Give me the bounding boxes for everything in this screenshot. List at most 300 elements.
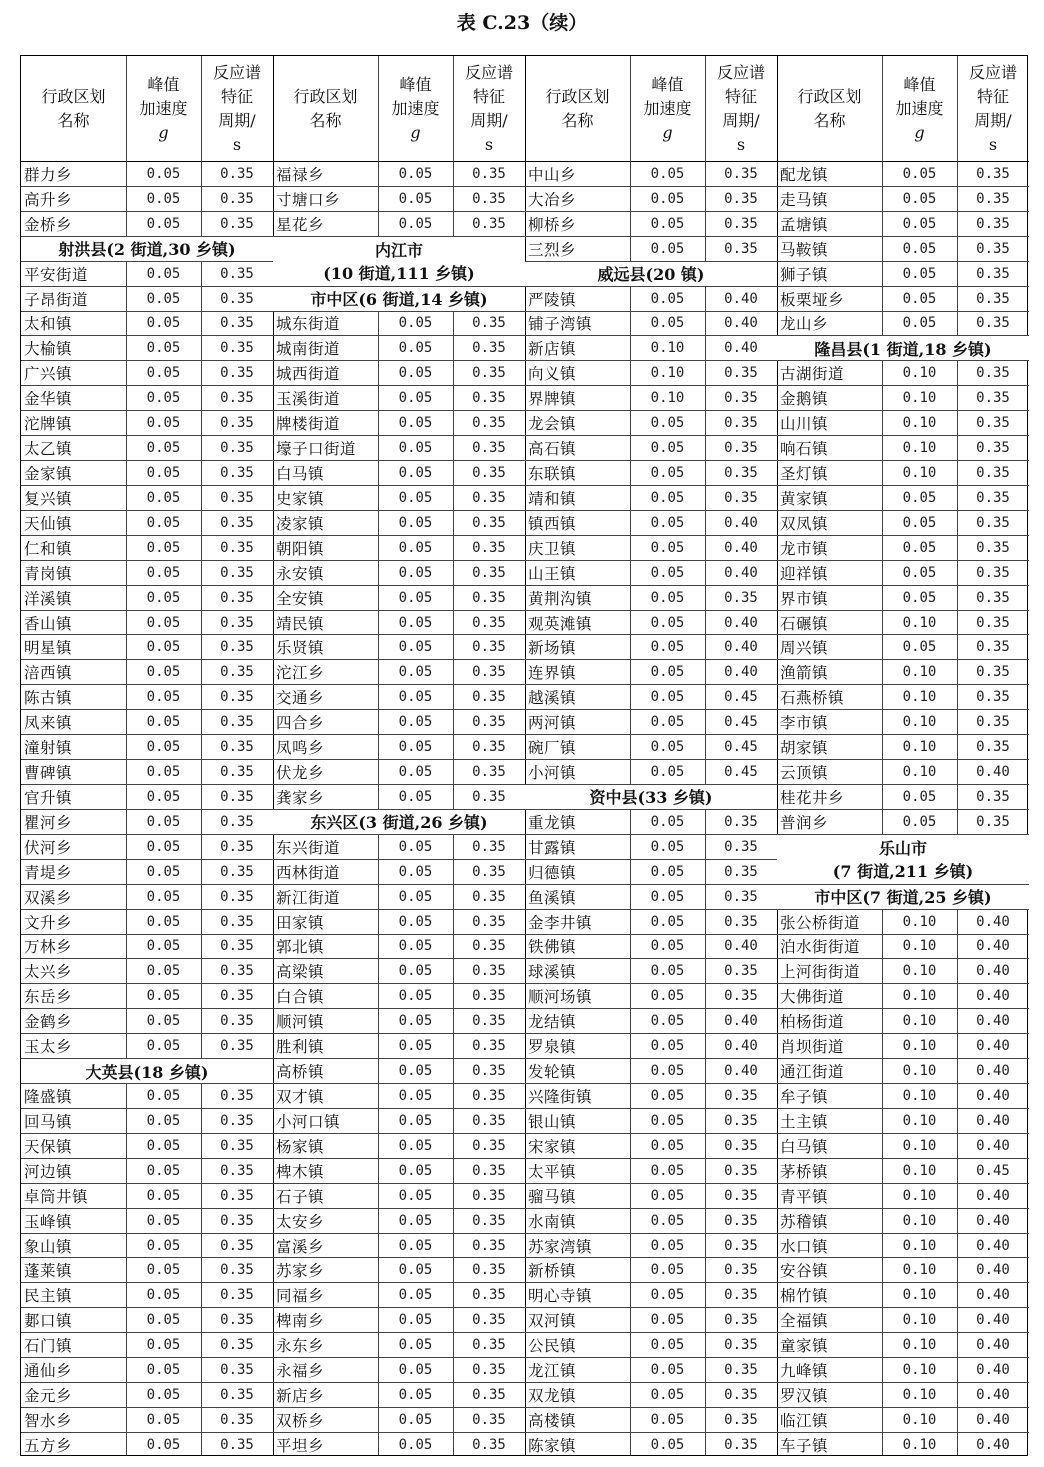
region-name-cell: 周兴镇 xyxy=(780,639,829,658)
table-row xyxy=(273,312,525,337)
peak-acceleration-cell: 0.10 xyxy=(902,1387,937,1404)
region-name-cell: 史家镇 xyxy=(276,489,325,508)
header-peak-acceleration-line: g xyxy=(914,122,925,142)
region-name-cell: 蓬莱镇 xyxy=(24,1262,73,1281)
peak-acceleration-cell: 0.05 xyxy=(902,190,937,207)
peak-acceleration-cell: 0.05 xyxy=(650,1063,685,1080)
region-name-cell: 全安镇 xyxy=(276,589,325,608)
response-period-cell: 0.40 xyxy=(976,1112,1010,1129)
peak-acceleration-cell: 0.05 xyxy=(398,1237,433,1254)
peak-acceleration-cell: 0.10 xyxy=(902,1063,937,1080)
region-name-cell: 顺河镇 xyxy=(276,1013,325,1032)
response-period-cell: 0.35 xyxy=(220,1212,254,1229)
header-name-line: 行政区划 xyxy=(293,86,358,106)
response-period-cell: 0.35 xyxy=(220,589,254,606)
table-row xyxy=(21,1358,273,1383)
response-period-cell: 0.35 xyxy=(472,1262,506,1279)
table-row xyxy=(525,885,777,910)
region-name-cell: 发轮镇 xyxy=(528,1063,577,1082)
table-panel-3 xyxy=(525,56,777,1455)
peak-acceleration-cell: 0.05 xyxy=(398,1212,433,1229)
peak-acceleration-cell: 0.05 xyxy=(146,440,181,457)
header-response-period xyxy=(957,56,1029,161)
region-name-cell: 马鞍镇 xyxy=(780,240,829,259)
peak-acceleration-cell: 0.05 xyxy=(398,215,433,232)
peak-acceleration-cell: 0.05 xyxy=(398,489,433,506)
table-row xyxy=(525,710,777,735)
response-period-cell: 0.35 xyxy=(724,489,758,506)
table-row xyxy=(777,785,1029,810)
region-name-cell: 龙会镇 xyxy=(528,415,577,434)
region-name-cell: 大榆镇 xyxy=(24,340,73,359)
response-period-cell: 0.35 xyxy=(220,489,254,506)
peak-acceleration-cell: 0.05 xyxy=(650,1337,685,1354)
peak-acceleration-cell: 0.10 xyxy=(902,689,937,706)
region-name-cell: 金鹅镇 xyxy=(780,390,829,409)
peak-acceleration-cell: 0.10 xyxy=(902,714,937,731)
response-period-cell: 0.35 xyxy=(472,1063,506,1080)
region-name-cell: 东兴街道 xyxy=(276,838,341,857)
region-name-cell: 安谷镇 xyxy=(780,1262,829,1281)
response-period-cell: 0.35 xyxy=(220,1038,254,1055)
region-name-cell: 铺子湾镇 xyxy=(528,315,593,334)
region-name-cell: 太平镇 xyxy=(528,1162,577,1181)
response-period-cell: 0.35 xyxy=(976,464,1010,481)
response-period-cell: 0.35 xyxy=(472,913,506,930)
table-row xyxy=(525,635,777,660)
response-period-cell: 0.35 xyxy=(472,888,506,905)
response-period-cell: 0.40 xyxy=(976,1013,1010,1030)
header-peak-acceleration-line: 峰值 xyxy=(147,74,180,94)
response-period-cell: 0.35 xyxy=(220,863,254,880)
response-period-cell: 0.35 xyxy=(220,1187,254,1204)
peak-acceleration-cell: 0.05 xyxy=(650,614,685,631)
response-period-cell: 0.40 xyxy=(724,664,758,681)
response-period-cell: 0.35 xyxy=(724,1312,758,1329)
table-row xyxy=(777,1184,1029,1209)
peak-acceleration-cell: 0.05 xyxy=(650,913,685,930)
table-row xyxy=(273,1308,525,1333)
response-period-cell: 0.35 xyxy=(220,988,254,1005)
region-name-cell: 庆卫镇 xyxy=(528,539,577,558)
peak-acceleration-cell: 0.05 xyxy=(650,714,685,731)
response-period-cell: 0.35 xyxy=(472,315,506,332)
response-period-cell: 0.35 xyxy=(472,1387,506,1404)
table-row xyxy=(273,860,525,885)
response-period-cell: 0.35 xyxy=(472,1362,506,1379)
region-name-cell: 归德镇 xyxy=(528,863,577,882)
response-period-cell: 0.40 xyxy=(724,938,758,955)
peak-acceleration-cell: 0.05 xyxy=(146,514,181,531)
region-name-cell: 配龙镇 xyxy=(780,165,829,184)
response-period-cell: 0.35 xyxy=(472,863,506,880)
response-period-cell: 0.35 xyxy=(976,240,1010,257)
response-period-cell: 0.40 xyxy=(976,1038,1010,1055)
region-name-cell: 石子镇 xyxy=(276,1187,325,1206)
table-row xyxy=(525,1209,777,1234)
peak-acceleration-cell: 0.05 xyxy=(650,1187,685,1204)
region-name-cell: 铁佛镇 xyxy=(528,938,577,957)
table-row xyxy=(777,660,1029,685)
peak-acceleration-cell: 0.05 xyxy=(146,1387,181,1404)
region-name-cell: 曹碑镇 xyxy=(24,764,73,783)
table-row xyxy=(273,635,525,660)
response-period-cell: 0.35 xyxy=(724,963,758,980)
peak-acceleration-cell: 0.05 xyxy=(146,838,181,855)
response-period-cell: 0.35 xyxy=(724,888,758,905)
table-row xyxy=(525,835,777,860)
group-heading: 隆昌县(1 街道,18 乡镇) xyxy=(777,336,1029,361)
region-name-cell: 天仙镇 xyxy=(24,514,73,533)
table-row xyxy=(273,1184,525,1209)
peak-acceleration-cell: 0.05 xyxy=(902,813,937,830)
response-period-cell: 0.35 xyxy=(724,913,758,930)
response-period-cell: 0.35 xyxy=(724,440,758,457)
table-row xyxy=(21,1234,273,1259)
table-row xyxy=(525,561,777,586)
region-name-cell: 龙结镇 xyxy=(528,1013,577,1032)
response-period-cell: 0.40 xyxy=(976,938,1010,955)
response-period-cell: 0.40 xyxy=(976,1287,1010,1304)
region-name-cell: 郪口镇 xyxy=(24,1312,73,1331)
peak-acceleration-cell: 0.05 xyxy=(902,165,937,182)
table-row xyxy=(21,760,273,785)
group-heading xyxy=(777,835,1029,885)
peak-acceleration-cell: 0.10 xyxy=(902,440,937,457)
response-period-cell: 0.35 xyxy=(220,963,254,980)
header-name xyxy=(21,56,126,161)
header-name-line: 名称 xyxy=(561,110,594,130)
peak-acceleration-cell: 0.05 xyxy=(650,440,685,457)
peak-acceleration-cell: 0.10 xyxy=(902,1312,937,1329)
response-period-cell: 0.35 xyxy=(220,689,254,706)
peak-acceleration-cell: 0.05 xyxy=(146,988,181,1005)
table-row xyxy=(21,785,273,810)
table-row xyxy=(273,536,525,561)
region-name-cell: 陈古镇 xyxy=(24,689,73,708)
response-period-cell: 0.35 xyxy=(472,1237,506,1254)
region-name-cell: 金华镇 xyxy=(24,390,73,409)
region-name-cell: 土主镇 xyxy=(780,1112,829,1131)
region-name-cell: 白合镇 xyxy=(276,988,325,1007)
table-row xyxy=(525,386,777,411)
table-row xyxy=(777,1209,1029,1234)
table-row xyxy=(21,1184,273,1209)
header-peak-acceleration xyxy=(630,56,705,161)
table-row xyxy=(525,685,777,710)
response-period-cell: 0.35 xyxy=(472,714,506,731)
response-period-cell: 0.35 xyxy=(220,415,254,432)
table-row xyxy=(525,660,777,685)
table-row xyxy=(21,685,273,710)
header-peak-acceleration-line: 峰值 xyxy=(651,74,684,94)
region-name-cell: 寸塘口乡 xyxy=(276,190,341,209)
response-period-cell: 0.35 xyxy=(220,888,254,905)
table-row xyxy=(21,1209,273,1234)
response-period-cell: 0.35 xyxy=(472,564,506,581)
region-name-cell: 张公桥街道 xyxy=(780,913,861,932)
peak-acceleration-cell: 0.05 xyxy=(650,1437,685,1454)
table-row xyxy=(273,461,525,486)
peak-acceleration-cell: 0.10 xyxy=(902,1187,937,1204)
peak-acceleration-cell: 0.05 xyxy=(146,315,181,332)
region-name-cell: 童家镇 xyxy=(780,1337,829,1356)
response-period-cell: 0.35 xyxy=(724,1237,758,1254)
region-name-cell: 界牌镇 xyxy=(528,390,577,409)
region-name-cell: 杨家镇 xyxy=(276,1137,325,1156)
response-period-cell: 0.40 xyxy=(976,1137,1010,1154)
table-row xyxy=(21,1009,273,1034)
peak-acceleration-cell: 0.05 xyxy=(398,464,433,481)
table-row xyxy=(21,386,273,411)
region-name-cell: 壕子口街道 xyxy=(276,440,357,459)
region-name-cell: 郭北镇 xyxy=(276,938,325,957)
response-period-cell: 0.35 xyxy=(976,440,1010,457)
region-name-cell: 双溪乡 xyxy=(24,888,73,907)
table-row xyxy=(21,984,273,1009)
response-period-cell: 0.35 xyxy=(220,1112,254,1129)
region-name-cell: 凌家镇 xyxy=(276,514,325,533)
header-response-period-line: 反应谱 xyxy=(212,62,261,82)
peak-acceleration-cell: 0.10 xyxy=(902,415,937,432)
response-period-cell: 0.35 xyxy=(472,739,506,756)
table-panel-4 xyxy=(777,56,1029,1455)
header-peak-acceleration xyxy=(126,56,201,161)
response-period-cell: 0.35 xyxy=(976,265,1010,282)
response-period-cell: 0.35 xyxy=(220,913,254,930)
region-name-cell: 古湖街道 xyxy=(780,365,845,384)
table-row xyxy=(525,1059,777,1084)
table-row xyxy=(273,1283,525,1308)
peak-acceleration-cell: 0.05 xyxy=(398,1411,433,1428)
region-name-cell: 大冶乡 xyxy=(528,190,577,209)
peak-acceleration-cell: 0.05 xyxy=(146,764,181,781)
table-row xyxy=(273,1234,525,1259)
region-name-cell: 镇西镇 xyxy=(528,514,577,533)
table-row xyxy=(273,1358,525,1383)
table-row xyxy=(273,660,525,685)
response-period-cell: 0.40 xyxy=(976,1387,1010,1404)
response-period-cell: 0.35 xyxy=(976,614,1010,631)
response-period-cell: 0.40 xyxy=(976,1087,1010,1104)
region-name-cell: 茅桥镇 xyxy=(780,1162,829,1181)
header-response-period-line: 特征 xyxy=(472,86,505,106)
peak-acceleration-cell: 0.05 xyxy=(398,838,433,855)
table-row xyxy=(525,959,777,984)
region-name-cell: 九峰镇 xyxy=(780,1362,829,1381)
response-period-cell: 0.35 xyxy=(220,165,254,182)
table-row xyxy=(525,312,777,337)
response-period-cell: 0.35 xyxy=(724,1112,758,1129)
peak-acceleration-cell: 0.05 xyxy=(146,1162,181,1179)
table-row xyxy=(777,1433,1029,1458)
peak-acceleration-cell: 0.10 xyxy=(902,1137,937,1154)
response-period-cell: 0.35 xyxy=(220,1387,254,1404)
table-row xyxy=(21,312,273,337)
response-period-cell: 0.45 xyxy=(724,739,758,756)
header-peak-acceleration-line: 峰值 xyxy=(399,74,432,94)
table-row xyxy=(21,885,273,910)
table-row xyxy=(21,536,273,561)
region-name-cell: 向义镇 xyxy=(528,365,577,384)
table-row xyxy=(273,1383,525,1408)
table-row xyxy=(273,336,525,361)
table-row xyxy=(777,1059,1029,1084)
response-period-cell: 0.35 xyxy=(976,664,1010,681)
header-response-period-line: 反应谱 xyxy=(968,62,1017,82)
response-period-cell: 0.35 xyxy=(976,714,1010,731)
region-name-cell: 东岳乡 xyxy=(24,988,73,1007)
table-row xyxy=(777,536,1029,561)
peak-acceleration-cell: 0.05 xyxy=(650,539,685,556)
table-row xyxy=(777,1134,1029,1159)
group-heading-subtitle: (7 街道,211 乡镇) xyxy=(832,862,974,882)
region-name-cell: 上河街街道 xyxy=(780,963,861,982)
table-row xyxy=(525,511,777,536)
group-heading: 大英县(18 乡镇) xyxy=(21,1059,273,1084)
response-period-cell: 0.35 xyxy=(724,813,758,830)
region-name-cell: 山王镇 xyxy=(528,564,577,583)
header-peak-acceleration-line: g xyxy=(662,122,673,142)
region-name-cell: 金桥乡 xyxy=(24,215,73,234)
table-row xyxy=(777,287,1029,312)
header-name-line: 名称 xyxy=(309,110,342,130)
table-row xyxy=(273,511,525,536)
table-row xyxy=(21,735,273,760)
peak-acceleration-cell: 0.05 xyxy=(650,639,685,656)
response-period-cell: 0.35 xyxy=(472,1212,506,1229)
response-period-cell: 0.45 xyxy=(724,764,758,781)
table-row xyxy=(273,1209,525,1234)
peak-acceleration-cell: 0.05 xyxy=(650,764,685,781)
response-period-cell: 0.40 xyxy=(976,1411,1010,1428)
region-name-cell: 复兴镇 xyxy=(24,489,73,508)
response-period-cell: 0.40 xyxy=(976,1237,1010,1254)
region-name-cell: 沱牌镇 xyxy=(24,415,73,434)
region-name-cell: 高桥镇 xyxy=(276,1063,325,1082)
peak-acceleration-cell: 0.05 xyxy=(398,913,433,930)
peak-acceleration-cell: 0.05 xyxy=(650,888,685,905)
peak-acceleration-cell: 0.05 xyxy=(902,215,937,232)
peak-acceleration-cell: 0.05 xyxy=(146,863,181,880)
region-name-cell: 富溪乡 xyxy=(276,1237,325,1256)
region-name-cell: 明心寺镇 xyxy=(528,1287,593,1306)
table-row xyxy=(21,336,273,361)
peak-acceleration-cell: 0.05 xyxy=(398,440,433,457)
peak-acceleration-cell: 0.05 xyxy=(650,1387,685,1404)
response-period-cell: 0.35 xyxy=(724,390,758,407)
table-row xyxy=(777,1283,1029,1308)
region-name-cell: 甘露镇 xyxy=(528,838,577,857)
header-name-line: 行政区划 xyxy=(41,86,106,106)
region-name-cell: 高梁镇 xyxy=(276,963,325,982)
peak-acceleration-cell: 0.05 xyxy=(146,589,181,606)
table-row xyxy=(777,984,1029,1009)
response-period-cell: 0.35 xyxy=(472,215,506,232)
peak-acceleration-cell: 0.05 xyxy=(398,1112,433,1129)
peak-acceleration-cell: 0.05 xyxy=(146,390,181,407)
peak-acceleration-cell: 0.05 xyxy=(398,564,433,581)
header-response-period-line: 周期/ xyxy=(722,110,760,130)
peak-acceleration-cell: 0.05 xyxy=(398,614,433,631)
region-name-cell: 圣灯镇 xyxy=(780,464,829,483)
table-row xyxy=(525,1258,777,1283)
table-row xyxy=(273,1408,525,1433)
table-row xyxy=(525,586,777,611)
response-period-cell: 0.35 xyxy=(724,1387,758,1404)
region-name-cell: 石门镇 xyxy=(24,1337,73,1356)
response-period-cell: 0.35 xyxy=(220,1013,254,1030)
peak-acceleration-cell: 0.05 xyxy=(650,988,685,1005)
peak-acceleration-cell: 0.05 xyxy=(650,215,685,232)
table-row xyxy=(525,984,777,1009)
region-name-cell: 仁和镇 xyxy=(24,539,73,558)
peak-acceleration-cell: 0.05 xyxy=(398,963,433,980)
region-name-cell: 宋家镇 xyxy=(528,1137,577,1156)
peak-acceleration-cell: 0.05 xyxy=(398,1387,433,1404)
response-period-cell: 0.40 xyxy=(976,1212,1010,1229)
response-period-cell: 0.35 xyxy=(472,1337,506,1354)
table-row xyxy=(21,1333,273,1358)
table-row xyxy=(273,735,525,760)
peak-acceleration-cell: 0.05 xyxy=(398,165,433,182)
peak-acceleration-cell: 0.05 xyxy=(146,265,181,282)
region-name-cell: 双才镇 xyxy=(276,1087,325,1106)
peak-acceleration-cell: 0.10 xyxy=(902,614,937,631)
header-peak-acceleration-line: 加速度 xyxy=(391,98,440,118)
peak-acceleration-cell: 0.05 xyxy=(902,788,937,805)
peak-acceleration-cell: 0.05 xyxy=(398,714,433,731)
region-name-cell: 云顶镇 xyxy=(780,764,829,783)
response-period-cell: 0.35 xyxy=(976,390,1010,407)
table-row xyxy=(525,611,777,636)
response-period-cell: 0.40 xyxy=(724,1038,758,1055)
table-row xyxy=(777,810,1029,835)
response-period-cell: 0.40 xyxy=(724,340,758,357)
peak-acceleration-cell: 0.05 xyxy=(902,514,937,531)
table-row xyxy=(777,1408,1029,1433)
peak-acceleration-cell: 0.05 xyxy=(146,1212,181,1229)
region-name-cell: 苏稽镇 xyxy=(780,1212,829,1231)
peak-acceleration-cell: 0.05 xyxy=(398,1137,433,1154)
header-name-line: 行政区划 xyxy=(545,86,610,106)
response-period-cell: 0.35 xyxy=(472,1162,506,1179)
region-name-cell: 交通乡 xyxy=(276,689,325,708)
group-heading: 射洪县(2 街道,30 乡镇) xyxy=(21,237,273,262)
header-response-period-line: 周期/ xyxy=(218,110,256,130)
table-row xyxy=(21,586,273,611)
header-response-period-line: s xyxy=(484,134,494,154)
region-name-cell: 新店镇 xyxy=(528,340,577,359)
table-row xyxy=(21,461,273,486)
region-name-cell: 渔箭镇 xyxy=(780,664,829,683)
region-name-cell: 西林街道 xyxy=(276,863,341,882)
peak-acceleration-cell: 0.05 xyxy=(650,464,685,481)
response-period-cell: 0.40 xyxy=(976,1337,1010,1354)
peak-acceleration-cell: 0.05 xyxy=(398,1087,433,1104)
table-row xyxy=(525,810,777,835)
table-row xyxy=(525,436,777,461)
region-name-cell: 柏杨街道 xyxy=(780,1013,845,1032)
table-row xyxy=(777,1258,1029,1283)
peak-acceleration-cell: 0.05 xyxy=(650,1312,685,1329)
table-row xyxy=(273,361,525,386)
response-period-cell: 0.35 xyxy=(220,1411,254,1428)
table-row xyxy=(525,1383,777,1408)
header-peak-acceleration-line: 峰值 xyxy=(903,74,936,94)
response-period-cell: 0.35 xyxy=(472,1187,506,1204)
response-period-cell: 0.35 xyxy=(472,1112,506,1129)
